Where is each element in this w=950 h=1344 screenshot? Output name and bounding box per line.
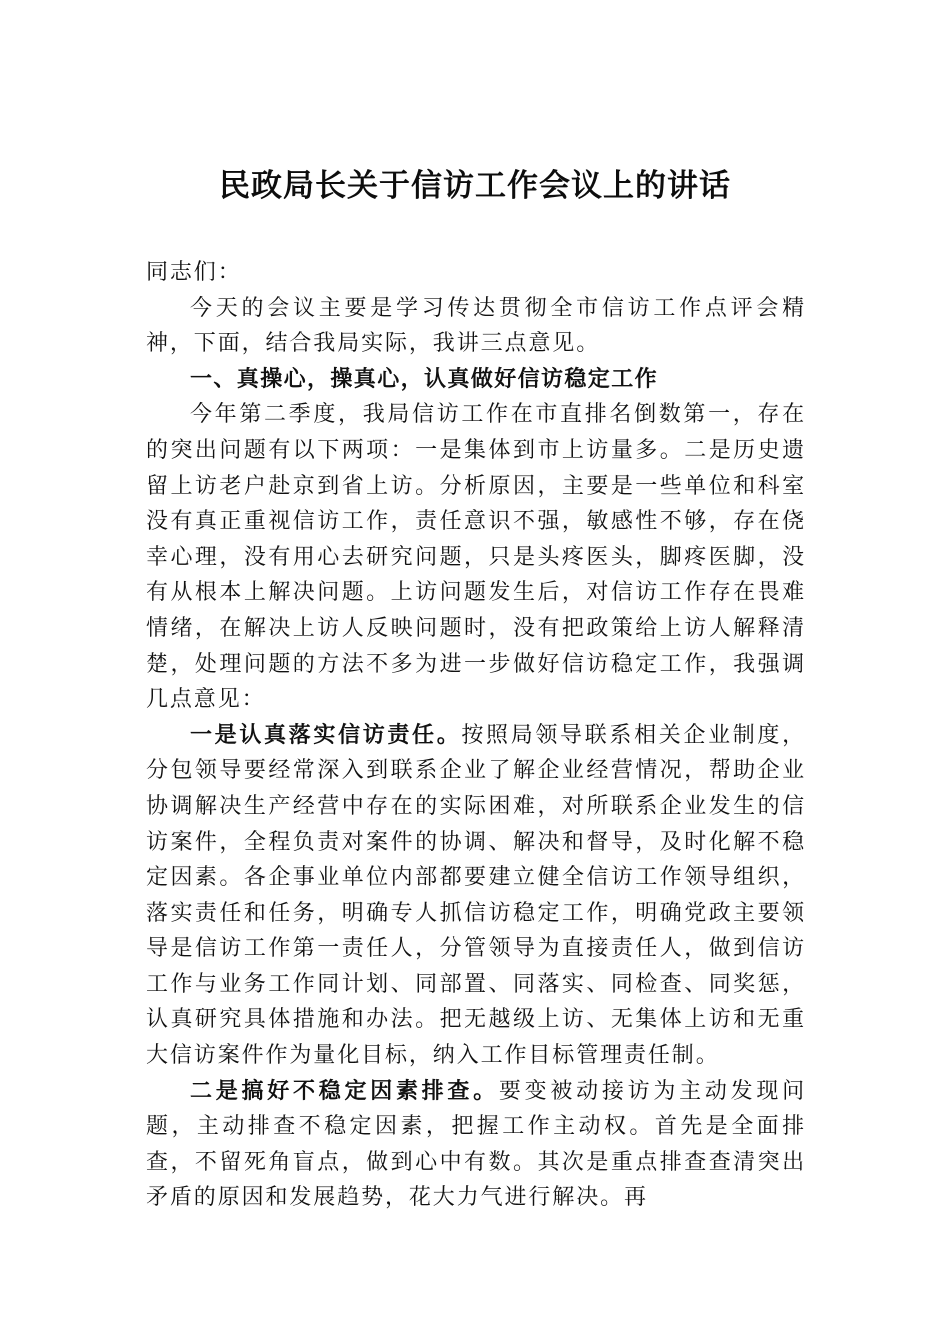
point-text-1: 按照局领导联系相关企业制度，分包领导要经常深入到联系企业了解企业经营情况，帮助企业协调解决生产经营中存在的实际困难，对所联系企业发生的信访案件，全程负责对案件的协调、解决和督导，及时化解不稳定因素。各企事业单位内部都要建立健全信访工作领导组织，落实责任和任务，明确专人抓信访稳定工作，明确党政主要领导是信访工作第一责任人，分管领导为直接责任人，做到信访工作与业务工作同计划、同部置、同落实、同检查、同奖惩，认真研究具体措施和办法。把无越级上访、无集体上访和无重大信访案件作为量化目标，纳入工作目标管理责任制。 xyxy=(146,722,806,1069)
point-text-2: 要变被动接访为主动发现问题，主动排查不稳定因素，把握工作主动权。首先是全面排查，不留死角盲点，做到心中有数。其次是重点排查查清突出矛盾的原因和发展趋势，花大力气进行解决。再 xyxy=(146,1078,806,1211)
point-lead-2: 二是搞好不稳定因素排查。 xyxy=(190,1077,499,1104)
point-lead-1: 一是认真落实信访责任。 xyxy=(190,721,462,748)
point-paragraph-2 xyxy=(146,1074,806,1216)
document-body xyxy=(146,255,806,1216)
section-paragraph: 今年第二季度，我局信访工作在市直排名倒数第一，存在的突出问题有以下两项：一是集体到市上访量多。二是历史遗留上访老户赴京到省上访。分析原因，主要是一些单位和科室没有真正重视信访工作，责任意识不强，敏感性不够，存在侥幸心理，没有用心去研究问题，只是头疼医头，脚疼医脚，没有从根本上解决问题。上访问题发生后，对信访工作存在畏难情绪，在解决上访人反映问题时，没有把政策给上访人解释清楚，处理问题的方法不多为进一步做好信访稳定工作，我强调几点意见： xyxy=(146,402,806,713)
section-heading: 一、真操心，操真心，认真做好信访稳定工作 xyxy=(190,366,659,392)
document-title: 民政局长关于信访工作会议上的讲话 xyxy=(219,168,731,204)
point-paragraph-1 xyxy=(146,718,806,1074)
intro-paragraph: 今天的会议主要是学习传达贯彻全市信访工作点评会精神，下面，结合我局实际，我讲三点意见。 xyxy=(146,295,806,357)
salutation: 同志们： xyxy=(146,260,242,285)
